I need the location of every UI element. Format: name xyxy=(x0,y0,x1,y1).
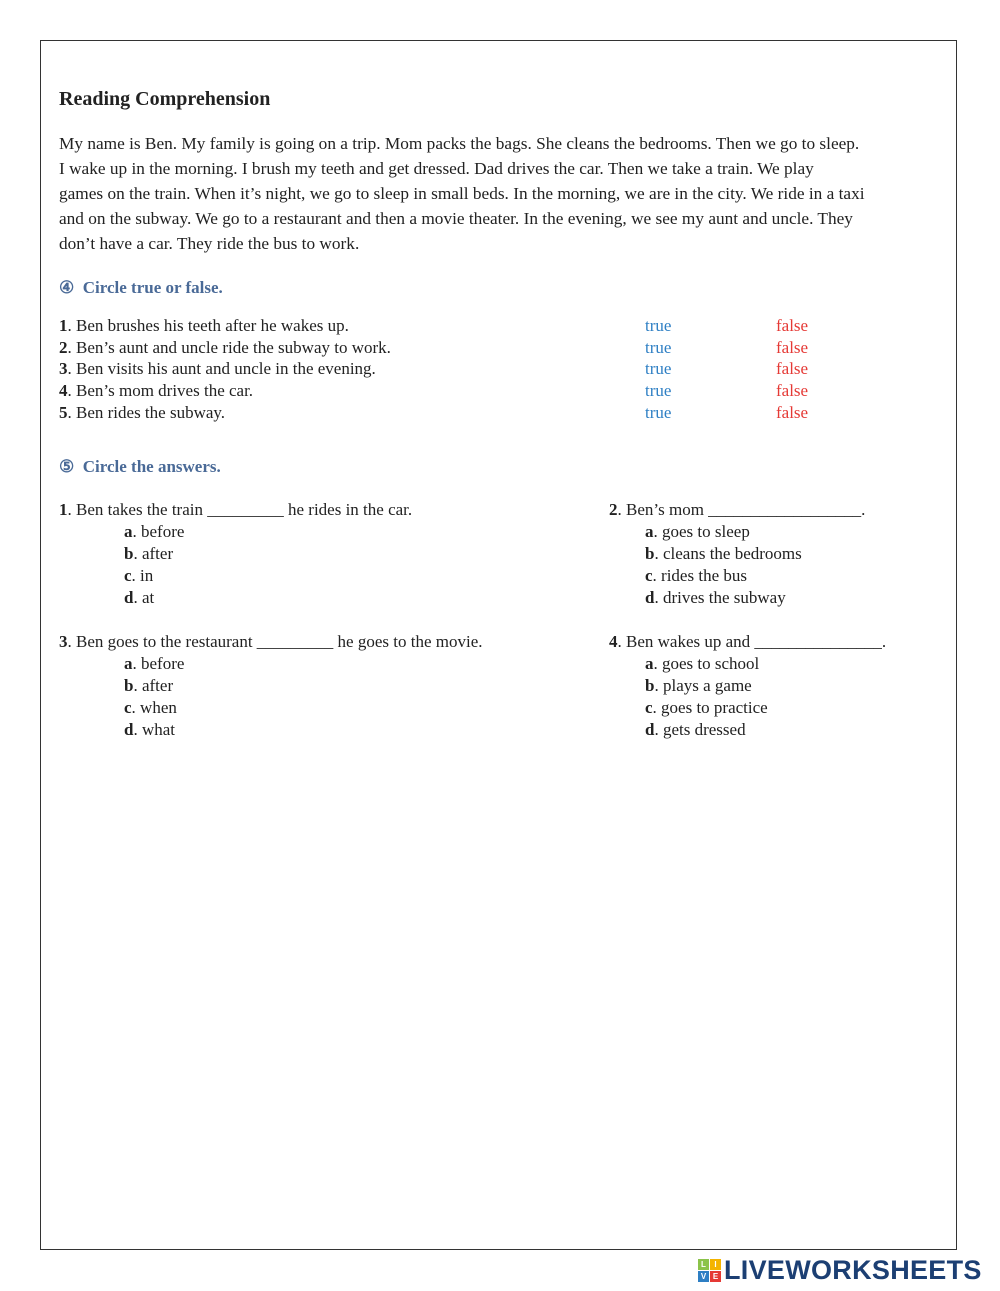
question-text: . Ben’s mom __________________. xyxy=(617,500,866,519)
answer-option[interactable] xyxy=(124,675,173,697)
true-false-item xyxy=(59,315,349,337)
false-option[interactable]: false xyxy=(776,403,809,422)
option-text: . at xyxy=(133,588,155,607)
question-text: . Ben takes the train _________ he rides in the car. xyxy=(67,500,413,519)
section-heading-text: Circle true or false. xyxy=(82,278,223,297)
option-letter: a xyxy=(124,522,133,541)
item-text: . Ben visits his aunt and uncle in the evening. xyxy=(67,359,376,378)
answer-option[interactable] xyxy=(645,587,786,609)
item-number: 2 xyxy=(59,338,68,357)
answer-option[interactable] xyxy=(124,697,177,719)
section-heading-text: Circle the answers. xyxy=(82,457,221,476)
option-text: . goes to school xyxy=(653,654,760,673)
true-option[interactable]: true xyxy=(645,316,672,335)
question-number: 4 xyxy=(609,632,618,651)
answer-option[interactable] xyxy=(645,543,802,565)
logo-tile: V xyxy=(698,1271,709,1282)
question-text: . Ben goes to the restaurant _________ he goes to the movie. xyxy=(67,632,483,651)
section-number: ⑤ xyxy=(59,457,75,476)
answer-option[interactable] xyxy=(645,653,759,675)
passage-line: don’t have a car. They ride the bus to work. xyxy=(59,234,360,253)
option-text: . before xyxy=(132,654,185,673)
answer-option[interactable] xyxy=(124,521,184,543)
question-number: 2 xyxy=(609,500,618,519)
true-false-item xyxy=(59,380,253,402)
passage-line: My name is Ben. My family is going on a trip. Mom packs the bags. She cleans the bedrooms. Then we go to sleep. xyxy=(59,134,860,153)
option-letter: a xyxy=(645,654,654,673)
question-text: . Ben wakes up and _______________. xyxy=(617,632,887,651)
option-letter: b xyxy=(124,544,134,563)
reading-passage xyxy=(59,131,865,256)
question xyxy=(609,631,886,653)
item-text: . Ben’s aunt and uncle ride the subway to work. xyxy=(67,338,391,357)
option-text: . before xyxy=(132,522,185,541)
logo-tile: I xyxy=(710,1259,721,1270)
answer-option[interactable] xyxy=(645,719,746,741)
option-letter: b xyxy=(124,676,134,695)
true-false-item xyxy=(59,358,376,380)
option-text: . cleans the bedrooms xyxy=(654,544,802,563)
answer-option[interactable] xyxy=(124,565,153,587)
option-text: . plays a game xyxy=(654,676,752,695)
true-option[interactable]: true xyxy=(645,403,672,422)
logo-tile: L xyxy=(698,1259,709,1270)
item-number: 1 xyxy=(59,316,68,335)
option-letter: b xyxy=(645,544,655,563)
section4-heading xyxy=(59,278,223,298)
item-number: 4 xyxy=(59,381,68,400)
option-letter: d xyxy=(124,720,134,739)
passage-line: I wake up in the morning. I brush my teeth and get dressed. Dad drives the car. Then we take a train. We play xyxy=(59,159,814,178)
option-text: . what xyxy=(133,720,176,739)
option-text: . when xyxy=(131,698,177,717)
question xyxy=(59,499,412,521)
question-number: 1 xyxy=(59,500,68,519)
passage-line: games on the train. When it’s night, we go to sleep in small beds. In the morning, we are in the city. We ride in a taxi xyxy=(59,184,865,203)
logo-tile: E xyxy=(710,1271,721,1282)
true-option[interactable]: true xyxy=(645,338,672,357)
item-number: 5 xyxy=(59,403,68,422)
page-title: Reading Comprehension xyxy=(59,88,271,110)
question-number: 3 xyxy=(59,632,68,651)
item-text: . Ben brushes his teeth after he wakes up. xyxy=(67,316,349,335)
false-option[interactable]: false xyxy=(776,338,809,357)
option-text: . in xyxy=(131,566,154,585)
answer-option[interactable] xyxy=(124,719,175,741)
option-text: . drives the subway xyxy=(654,588,786,607)
item-number: 3 xyxy=(59,359,68,378)
logo-text: LIVEWORKSHEETS xyxy=(724,1255,982,1285)
option-letter: b xyxy=(645,676,655,695)
option-text: . goes to practice xyxy=(652,698,768,717)
answer-option[interactable] xyxy=(645,675,752,697)
true-option[interactable]: true xyxy=(645,359,672,378)
item-text: . Ben’s mom drives the car. xyxy=(67,381,254,400)
false-option[interactable]: false xyxy=(776,359,809,378)
true-false-item xyxy=(59,402,225,424)
option-letter: c xyxy=(124,566,132,585)
answer-option[interactable] xyxy=(124,653,184,675)
false-option[interactable]: false xyxy=(776,381,809,400)
answer-option[interactable] xyxy=(645,697,768,719)
option-text: . goes to sleep xyxy=(653,522,750,541)
option-text: . after xyxy=(133,544,174,563)
question xyxy=(59,631,483,653)
option-letter: d xyxy=(124,588,134,607)
option-letter: c xyxy=(645,698,653,717)
option-letter: c xyxy=(645,566,653,585)
option-text: . gets dressed xyxy=(654,720,746,739)
question xyxy=(609,499,865,521)
liveworksheets-logo xyxy=(698,1255,982,1286)
option-letter: d xyxy=(645,588,655,607)
answer-option[interactable] xyxy=(124,587,154,609)
option-letter: c xyxy=(124,698,132,717)
answer-option[interactable] xyxy=(124,543,173,565)
option-letter: a xyxy=(124,654,133,673)
option-text: . after xyxy=(133,676,174,695)
option-letter: a xyxy=(645,522,654,541)
option-text: . rides the bus xyxy=(652,566,747,585)
option-letter: d xyxy=(645,720,655,739)
true-false-item xyxy=(59,337,391,359)
logo-tiles-icon xyxy=(698,1259,721,1282)
item-text: . Ben rides the subway. xyxy=(67,403,226,422)
section5-heading xyxy=(59,457,221,477)
answer-option[interactable] xyxy=(645,565,747,587)
passage-line: and on the subway. We go to a restaurant and then a movie theater. In the evening, we see my aunt and uncle. They xyxy=(59,209,853,228)
true-option[interactable]: true xyxy=(645,381,672,400)
answer-option[interactable] xyxy=(645,521,750,543)
section-number: ④ xyxy=(59,278,75,297)
false-option[interactable]: false xyxy=(776,316,809,335)
